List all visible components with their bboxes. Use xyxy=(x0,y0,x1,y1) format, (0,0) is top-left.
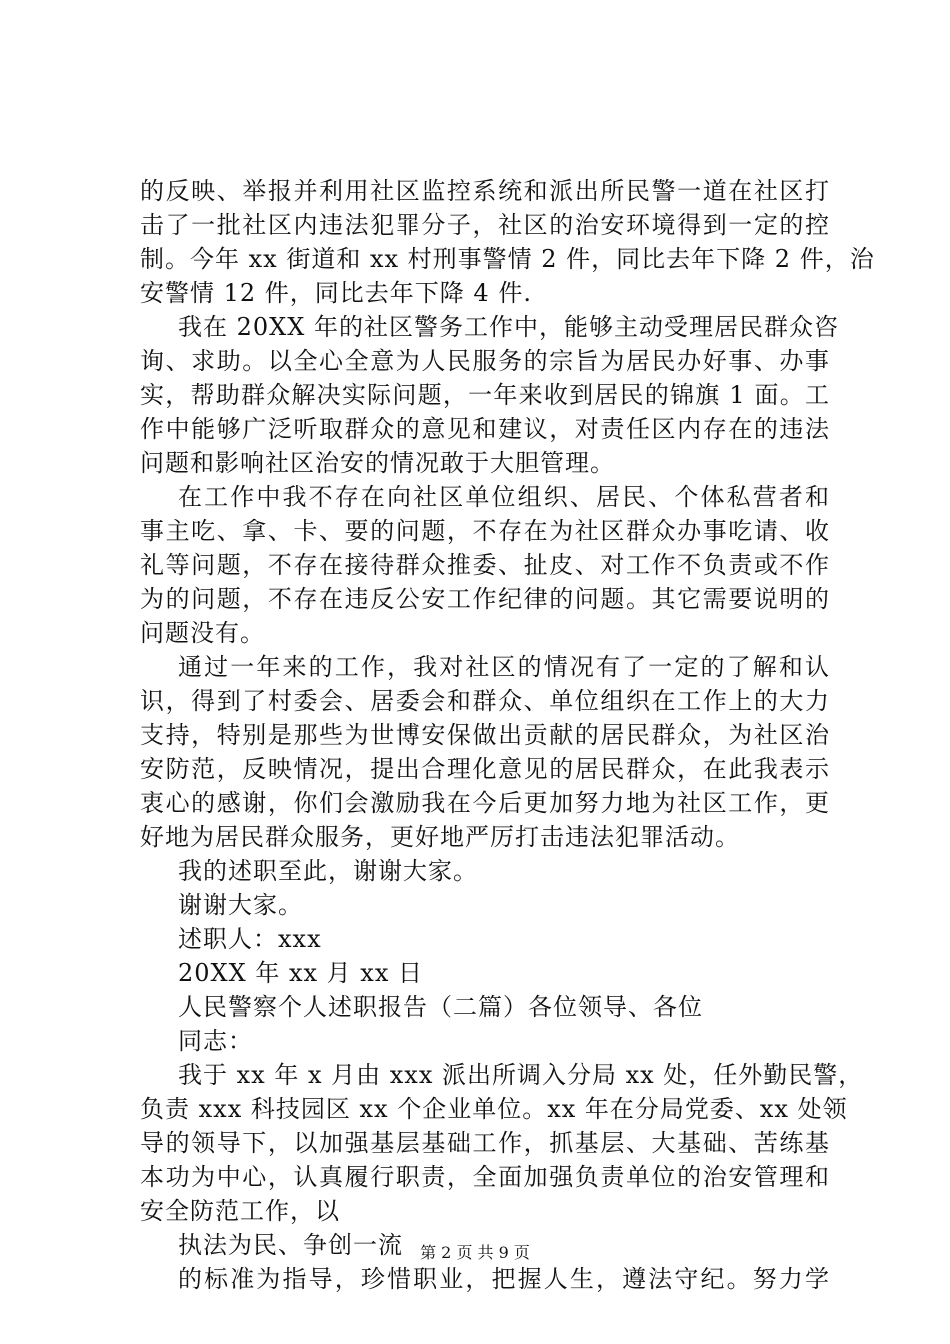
text-line: 导的领导下，以加强基层基础工作，抓基层、大基础、苦练基 xyxy=(140,1129,830,1157)
text-line: 执法为民、争创一流 xyxy=(178,1231,403,1259)
text-line: 我于 xx 年 x 月由 xxx 派出所调入分局 xx 处，任外勤民警， xyxy=(178,1061,864,1089)
text-line: 实，帮助群众解决实际问题，一年来收到居民的锦旗 1 面。工 xyxy=(140,381,830,409)
text-line: 我的述职至此，谢谢大家。 xyxy=(178,857,478,885)
page-footer: 第 2 页 共 9 页 xyxy=(420,1243,530,1262)
text-line: 人民警察个人述职报告（二篇）各位领导、各位 xyxy=(178,993,703,1021)
text-line: 述职人：xxx xyxy=(178,925,322,953)
text-line: 好地为居民群众服务，更好地严厉打击违法犯罪活动。 xyxy=(140,823,740,851)
text-line: 本功为中心，认真履行职责，全面加强负责单位的治安管理和 xyxy=(140,1163,830,1191)
text-line: 识，得到了村委会、居委会和群众、单位组织在工作上的大力 xyxy=(140,687,830,715)
text-line: 谢谢大家。 xyxy=(178,891,303,919)
text-line: 同志： xyxy=(178,1027,253,1055)
text-line: 在工作中我不存在向社区单位组织、居民、个体私营者和 xyxy=(178,483,830,511)
text-line: 20XX 年 xx 月 xx 日 xyxy=(178,959,423,987)
text-line: 作中能够广泛听取群众的意见和建议，对责任区内存在的违法 xyxy=(140,415,830,443)
text-line: 询、求助。以全心全意为人民服务的宗旨为居民办好事、办事 xyxy=(140,347,830,375)
text-line: 的标准为指导，珍惜职业，把握人生，遵法守纪。努力学 xyxy=(178,1265,830,1293)
text-line: 礼等问题，不存在接待群众推委、扯皮、对工作不负责或不作 xyxy=(140,551,830,579)
text-line: 击了一批社区内违法犯罪分子，社区的治安环境得到一定的控 xyxy=(140,211,830,239)
text-line: 衷心的感谢，你们会激励我在今后更加努力地为社区工作，更 xyxy=(140,789,830,817)
text-line: 安防范，反映情况，提出合理化意见的居民群众，在此我表示 xyxy=(140,755,830,783)
text-line: 为的问题，不存在违反公安工作纪律的问题。其它需要说明的 xyxy=(140,585,830,613)
text-line: 安警情 12 件，同比去年下降 4 件. xyxy=(140,279,532,307)
text-line: 安全防范工作，以 xyxy=(140,1197,340,1225)
text-line: 制。今年 xx 街道和 xx 村刑事警情 2 件，同比去年下降 2 件，治 xyxy=(140,245,875,273)
text-line: 支持，特别是那些为世博安保做出贡献的居民群众，为社区治 xyxy=(140,721,830,749)
text-line: 通过一年来的工作，我对社区的情况有了一定的了解和认 xyxy=(178,653,830,681)
text-line: 我在 20XX 年的社区警务工作中，能够主动受理居民群众咨 xyxy=(178,313,839,341)
text-line: 负责 xxx 科技园区 xx 个企业单位。xx 年在分局党委、xx 处领 xyxy=(140,1095,848,1123)
text-line: 事主吃、拿、卡、要的问题，不存在为社区群众办事吃请、收 xyxy=(140,517,830,545)
text-line: 问题没有。 xyxy=(140,619,265,647)
text-line: 的反映、举报并利用社区监控系统和派出所民警一道在社区打 xyxy=(140,177,830,205)
text-line: 问题和影响社区治安的情况敢于大胆管理。 xyxy=(140,449,615,477)
